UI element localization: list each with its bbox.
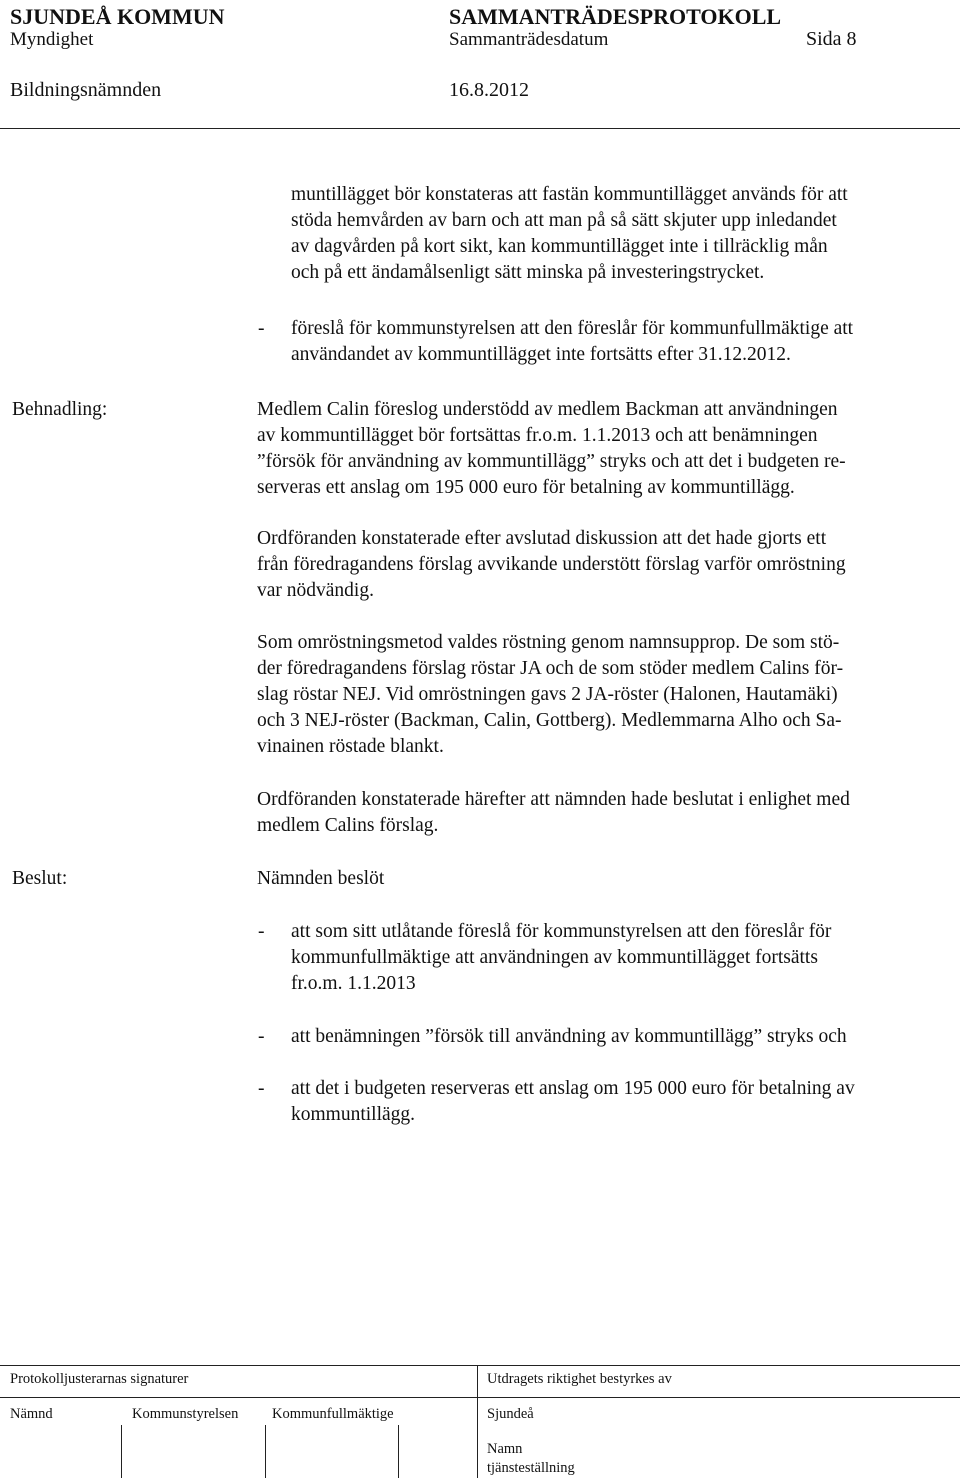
text-line: Medlem Calin föreslog understödd av medlem Backman att användningen (257, 399, 838, 420)
col-kommunstyrelsen: Kommunstyrelsen (132, 1406, 239, 1422)
footer-row-line (0, 1397, 960, 1398)
page-number: Sida 8 (806, 28, 857, 50)
text-line: av dagvården på kort sikt, kan kommuntillägget inte i tillräcklig mån (291, 236, 828, 257)
name-label: Namn (487, 1441, 523, 1457)
text-line: slag röstar NEJ. Vid omröstningen gavs 2 JA-röster (Halonen, Hautamäki) (257, 684, 838, 705)
verify-label: Utdragets riktighet bestyrkes av (487, 1371, 672, 1387)
text-line: och på ett ändamålsenligt sätt minska på investeringstrycket. (291, 262, 765, 283)
text-line: kommuntillägg. (291, 1104, 416, 1125)
meeting-date: 16.8.2012 (449, 79, 529, 101)
intro-paragraph (291, 182, 848, 286)
footer-col-line (265, 1425, 266, 1478)
signatures-label: Protokolljusterarnas signaturer (10, 1371, 189, 1387)
text-line: medlem Calins förslag. (257, 815, 439, 836)
place: Sjundeå (487, 1406, 534, 1422)
decision-intro: Nämnden beslöt (257, 868, 385, 889)
text-line: muntillägget bör konstateras att fastän kommuntillägget används för att (291, 184, 848, 205)
text-line: serveras ett anslag om 195 000 euro för betalning av kommuntillägg. (257, 477, 795, 498)
col-kommunfullmaktige: Kommunfullmäktige (272, 1406, 394, 1422)
text-line: Ordföranden konstaterade efter avslutad diskussion att det hade gjorts ett (257, 528, 827, 549)
footer-col-line (398, 1425, 399, 1478)
text-line: och 3 NEJ-röster (Backman, Calin, Gottberg). Medlemmarna Alho och Sa- (257, 710, 842, 731)
authority-name: Bildningsnämnden (10, 79, 162, 101)
text-line: stöda hemvården av barn och att man på så sätt skjuter upp inledandet (291, 210, 837, 231)
text-line: av kommuntillägget bör fortsättas fr.o.m. 1.1.2013 och att benämningen (257, 425, 818, 446)
decision-item (291, 1076, 855, 1128)
proposal-text (291, 316, 853, 368)
decision-dash: - (258, 1026, 265, 1047)
text-line: att benämningen ”försök till användning av kommuntillägg” stryks och (291, 1026, 847, 1047)
footer-col-line (121, 1425, 122, 1478)
decision-dash: - (258, 921, 265, 942)
text-line: användandet av kommuntillägget inte fortsätts efter 31.12.2012. (291, 344, 791, 365)
title-label: tjänsteställning (487, 1460, 575, 1476)
chair-statement-2 (257, 787, 850, 839)
text-line: Som omröstningsmetod valdes röstning genom namnsupprop. De som stö- (257, 632, 840, 653)
municipality-name: SJUNDEÅ KOMMUN (10, 4, 225, 29)
decision-item (291, 919, 831, 997)
col-namnd: Nämnd (10, 1406, 53, 1422)
chair-statement-1 (257, 526, 846, 604)
footer-top-line (0, 1365, 960, 1366)
behandling-text (257, 397, 846, 501)
text-line: Ordföranden konstaterade härefter att nämnden hade beslutat i enlighet med (257, 789, 850, 810)
decision-item (291, 1024, 847, 1050)
date-label: Sammanträdesdatum (449, 29, 609, 50)
text-line: var nödvändig. (257, 580, 374, 601)
text-line: att det i budgeten reserveras ett anslag om 195 000 euro för betalning av (291, 1078, 855, 1099)
document-type: SAMMANTRÄDESPROTOKOLL (449, 4, 782, 29)
text-line: föreslå för kommunstyrelsen att den föreslår för kommunfullmäktige att (291, 318, 854, 339)
vote-paragraph (257, 630, 843, 760)
header-divider (0, 128, 960, 129)
behandling-label: Behnadling: (12, 399, 108, 420)
text-line: att som sitt utlåtande föreslå för kommunstyrelsen att den föreslår för (291, 921, 832, 942)
text-line: från föredragandens förslag avvikande understött förslag varför omröstning (257, 554, 846, 575)
text-line: kommunfullmäktige att användningen av kommuntillägget fortsätts (291, 947, 818, 968)
text-line: fr.o.m. 1.1.2013 (291, 973, 416, 994)
decision-dash: - (258, 1078, 265, 1099)
authority-label: Myndighet (10, 29, 94, 50)
text-line: vinainen röstade blankt. (257, 736, 444, 757)
proposal-dash: - (258, 318, 265, 339)
beslut-label: Beslut: (12, 868, 68, 889)
text-line: der föredragandens förslag röstar JA och de som stöder medlem Calins för- (257, 658, 844, 679)
footer-divider (477, 1365, 478, 1478)
text-line: ”försök för användning av kommuntillägg” stryks och att det i budgeten re- (257, 451, 846, 472)
